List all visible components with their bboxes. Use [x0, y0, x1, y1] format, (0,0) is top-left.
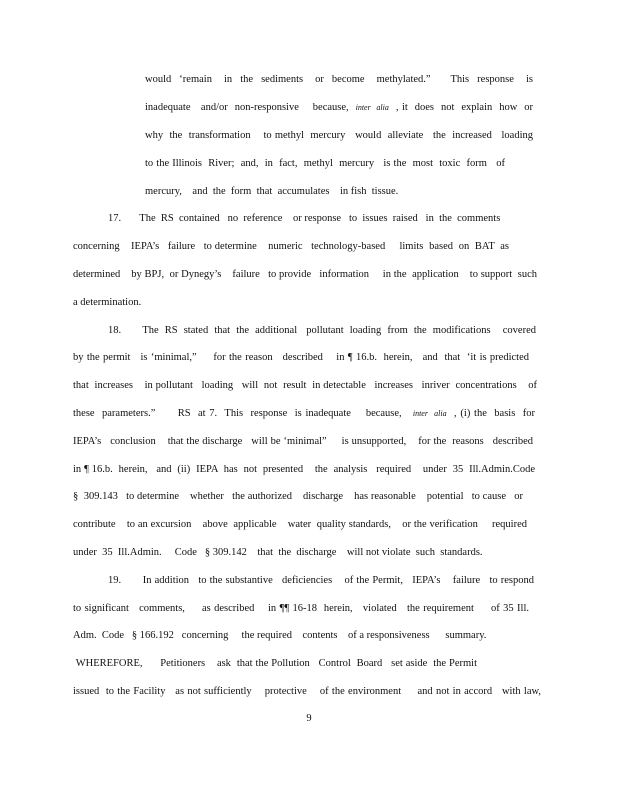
text-line: these parameters.” RS at 7. This response is inadequate because, inter alia , (i) the basis for [73, 408, 536, 419]
text-line: issued to the Facility as not sufficiently protective of the environment and not in accord with law, [73, 686, 541, 697]
text-line: would ‘remain in the sediments or become methylated.” This response is [145, 74, 533, 85]
latin-phrase: inter alia [355, 103, 389, 112]
text-line: under 35 Ill.Admin. Code § 309.142 that the discharge will not violate such standards. [73, 547, 483, 558]
text-line: to significant comments, as described in ¶¶ 16-18 herein, violated the requirement of 35 Ill. [73, 603, 529, 614]
text-line: IEPA’s conclusion that the discharge will be ‘minimal” is unsupported, for the reasons described [73, 436, 533, 447]
latin-phrase: inter alia [412, 409, 447, 418]
text-line: contribute to an excursion above applicable water quality standards, or the verification required [73, 519, 527, 530]
paragraph-19-first-line: 19. In addition to the substantive deficiencies of the Permit, IEPA’s failure to respond [108, 575, 534, 586]
text-line: by the permit is ‘minimal,” for the reason described in ¶ 16.b. herein, and that ‘it is predicted [73, 352, 529, 363]
text-line: inadequate and/or non-responsive because, inter alia , it does not explain how or [145, 102, 534, 113]
text-line: to the Illinois River; and, in fact, methyl mercury is the most toxic form of [145, 158, 505, 169]
paragraph-18-first-line: 18. The RS stated that the additional pollutant loading from the modifications covered [108, 325, 536, 336]
text-line: why the transformation to methyl mercury would alleviate the increased loading [145, 130, 533, 141]
wherefore-line: WHEREFORE, Petitioners ask that the Pollution Control Board set aside the Permit [73, 658, 477, 669]
text-line: a determination. [73, 297, 142, 308]
paragraph-17-first-line: 17. The RS contained no reference or response to issues raised in the comments [108, 213, 501, 224]
text-line: § 309.143 to determine whether the authorized discharge has reasonable potential to cause or [73, 491, 523, 502]
text-line: that increases in pollutant loading will not result in detectable increases inriver concentrations of [73, 380, 537, 391]
text-line: mercury, and the form that accumulates in fish tissue. [145, 186, 399, 197]
text-line: concerning IEPA’s failure to determine numeric technology-based limits based on BAT as [73, 241, 509, 252]
text-line: determined by BPJ, or Dynegy’s failure to provide information in the application to support such [73, 269, 537, 280]
text-line: Adm. Code § 166.192 concerning the required contents of a responsiveness summary. [73, 630, 487, 641]
text-line: in ¶ 16.b. herein, and (ii) IEPA has not presented the analysis required under 35 Ill.Admin.Code [73, 464, 535, 475]
page-number: 9 [306, 713, 312, 724]
